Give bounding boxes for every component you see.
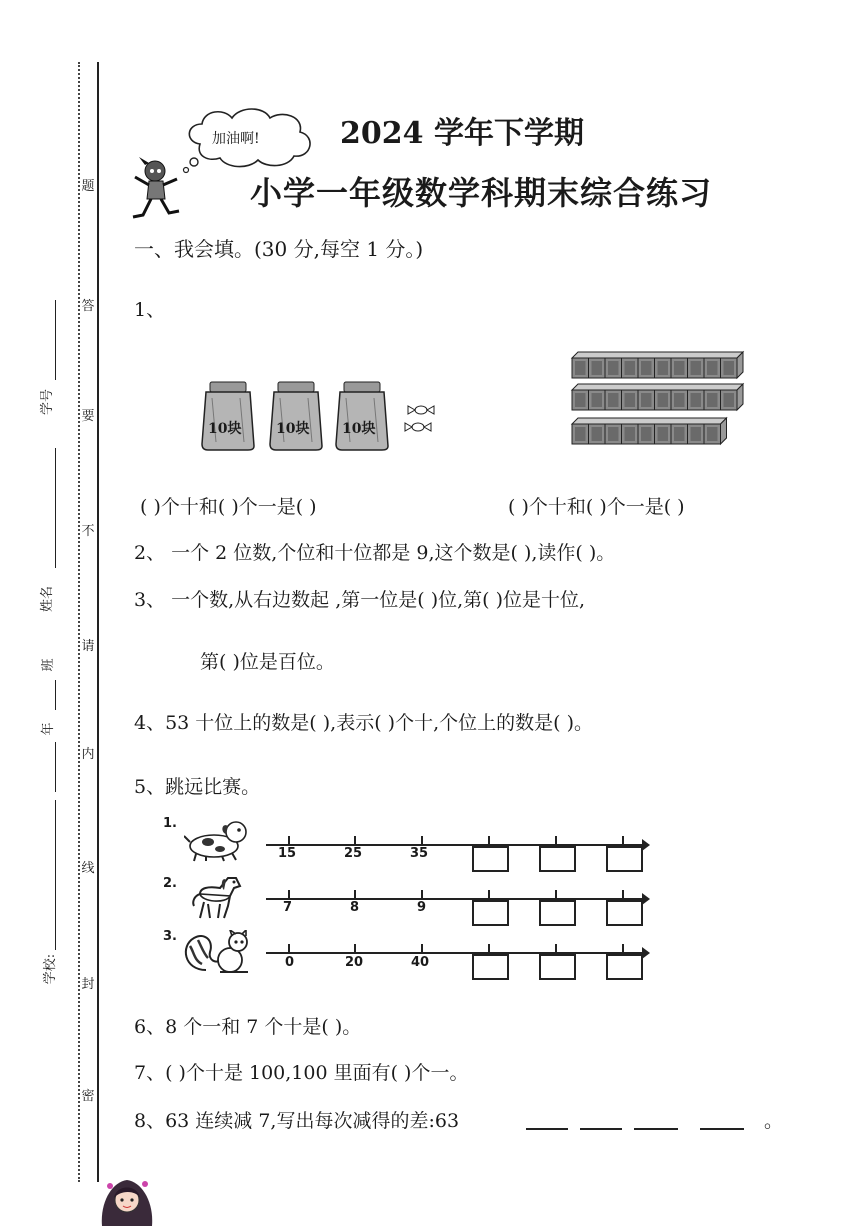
candy-bag-icon [268, 380, 324, 452]
name-label: 姓名 [40, 586, 55, 613]
student-no-field-line [55, 300, 56, 380]
q3-text-line1: 3、 一个数,从右边数起 ,第一位是( )位,第( )位是十位, [134, 589, 586, 611]
tick-mark [288, 944, 290, 952]
q1-right-blanks: ( )个十和( )个一是( ) [508, 496, 685, 518]
grade-label: 年 [41, 722, 56, 736]
tick-label: 0 [285, 955, 295, 970]
answer-blank[interactable] [580, 1128, 622, 1130]
binding-line [97, 62, 99, 1182]
candy-bag-icon [334, 380, 390, 452]
school-label: 学校: [43, 953, 58, 985]
answer-box[interactable] [472, 846, 509, 872]
tick-label: 35 [410, 846, 429, 861]
answer-box[interactable] [539, 954, 576, 980]
student-no-label: 学号 [40, 389, 55, 416]
answer-blank[interactable] [700, 1128, 744, 1130]
q4-text: 4、53 十位上的数是( ),表示( )个十,个位上的数是( )。 [134, 712, 593, 734]
row-label: 1. [163, 816, 177, 831]
tick-label: 9 [417, 900, 427, 915]
cloud-text: 加油啊! [212, 131, 260, 147]
seal-char: 不 [81, 524, 95, 539]
q2-text: 2、 一个 2 位数,个位和十位都是 9,这个数是( ),读作( )。 [134, 542, 616, 564]
q5-title: 5、跳远比赛。 [134, 776, 261, 798]
row-label: 2. [163, 876, 177, 891]
class-label: 班 [41, 658, 56, 672]
tick-label: 25 [344, 846, 363, 861]
tick-mark [288, 836, 290, 844]
tick-mark [354, 836, 356, 844]
tick-mark [488, 890, 490, 898]
bag-label: 10块 [342, 421, 376, 437]
tick-label: 7 [283, 900, 293, 915]
tick-mark [488, 836, 490, 844]
q8-text: 8、63 连续减 7,写出每次减得的差:63 [134, 1110, 460, 1132]
grade-field-line [55, 742, 56, 792]
tick-label: 8 [350, 900, 360, 915]
seal-char: 请 [81, 639, 95, 654]
q6-text: 6、8 个一和 7 个十是( )。 [134, 1016, 362, 1038]
tens-rod [572, 384, 743, 410]
q1-left-blanks: ( )个十和( )个一是( ) [140, 496, 317, 518]
seal-char: 答 [81, 299, 95, 314]
tens-rods-figure [566, 350, 756, 450]
number-line [266, 952, 644, 954]
answer-blank[interactable] [634, 1128, 678, 1130]
seal-char: 题 [81, 179, 95, 194]
answer-box[interactable] [606, 846, 643, 872]
tick-label: 15 [278, 846, 297, 861]
dotted-cut-line [78, 62, 80, 1182]
running-kid-icon [125, 155, 185, 225]
answer-blank[interactable] [526, 1128, 568, 1130]
q7-text: 7、( )个十是 100,100 里面有( )个一。 [134, 1062, 469, 1084]
q1-number: 1、 [134, 299, 166, 321]
arrow-head [642, 893, 650, 905]
tick-mark [421, 890, 423, 898]
bag-label: 10块 [276, 421, 310, 437]
tick-mark [622, 944, 624, 952]
name-field-line [55, 448, 56, 568]
q8-end: 。 [764, 1110, 784, 1132]
tick-label: 20 [345, 955, 364, 970]
seal-char: 要 [81, 409, 95, 424]
tick-label: 40 [411, 955, 430, 970]
tick-mark [488, 944, 490, 952]
answer-box[interactable] [539, 846, 576, 872]
seal-char: 线 [81, 861, 95, 876]
tick-mark [555, 890, 557, 898]
answer-box[interactable] [472, 954, 509, 980]
title-line1: 2024 学年下学期 [340, 116, 584, 151]
school-field-line [55, 800, 56, 950]
tick-mark [622, 836, 624, 844]
section-heading: 一、我会填。(30 分,每空 1 分。) [134, 237, 424, 261]
answer-box[interactable] [539, 900, 576, 926]
tick-mark [421, 836, 423, 844]
answer-box[interactable] [606, 900, 643, 926]
seal-char: 封 [81, 977, 95, 992]
seal-char: 内 [81, 747, 95, 762]
answer-box[interactable] [472, 900, 509, 926]
answer-box[interactable] [606, 954, 643, 980]
number-line [266, 844, 644, 846]
horse-icon [190, 872, 246, 920]
tick-mark [354, 890, 356, 898]
class-field-line [55, 680, 56, 710]
tick-mark [555, 836, 557, 844]
arrow-head [642, 947, 650, 959]
tick-mark [354, 944, 356, 952]
tick-mark [421, 944, 423, 952]
q3-text-line2: 第( )位是百位。 [200, 651, 335, 673]
tens-rod [572, 352, 743, 378]
seal-char: 密 [81, 1089, 95, 1104]
tick-mark [622, 890, 624, 898]
arrow-head [642, 839, 650, 851]
tick-mark [555, 944, 557, 952]
number-line [266, 898, 644, 900]
candy-bag-icon [200, 380, 256, 452]
squirrel-icon [180, 930, 256, 976]
dog-icon [184, 818, 254, 862]
row-label: 3. [163, 929, 177, 944]
girl-decoration-icon [92, 1172, 162, 1226]
title-line2: 小学一年级数学科期末综合练习 [250, 174, 713, 212]
tens-rod [572, 418, 727, 444]
bag-label: 10块 [208, 421, 242, 437]
tick-mark [288, 890, 290, 898]
wrapped-candy-icon [404, 402, 438, 436]
